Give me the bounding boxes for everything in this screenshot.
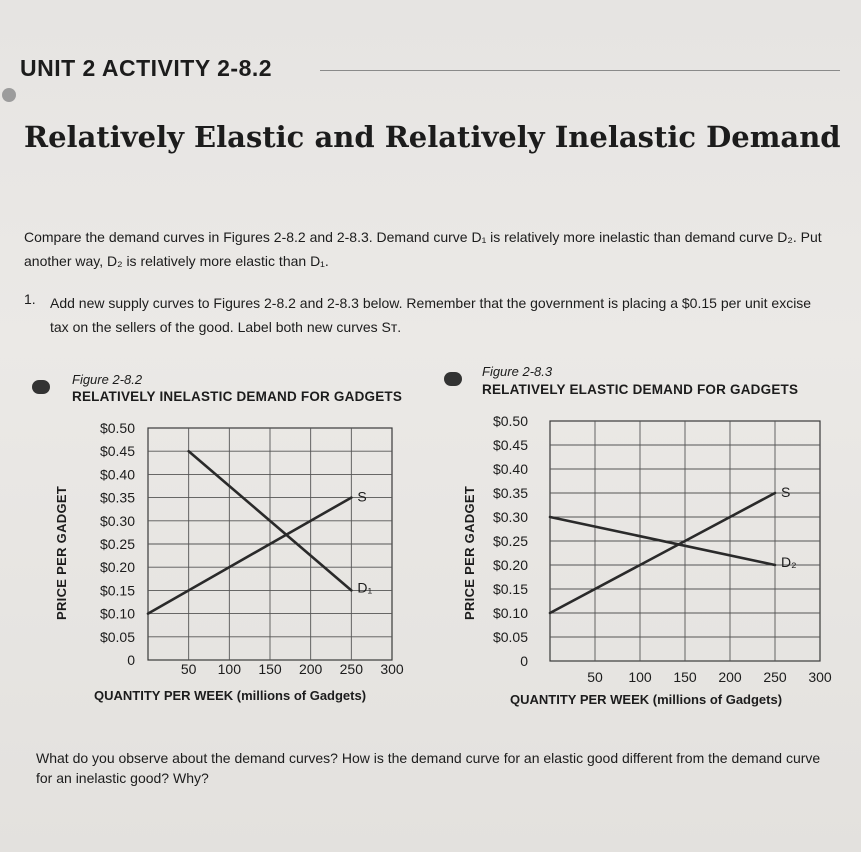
figure-2-title: RELATIVELY ELASTIC DEMAND FOR GADGETS: [482, 382, 799, 397]
figure-1-label: Figure 2-8.2: [72, 372, 143, 387]
y-tick-label: $0.35: [492, 485, 528, 501]
figure-2-x-axis-label: QUANTITY PER WEEK (millions of Gadgets): [510, 692, 783, 707]
y-tick-label: $0.50: [492, 413, 528, 429]
y-tick-label: $0.15: [492, 581, 528, 597]
x-tick-label: 250: [339, 661, 364, 677]
y-tick-label: $0.30: [99, 512, 135, 529]
y-tick-label: $0.50: [99, 420, 135, 436]
curve-label-d2: D₂: [781, 554, 797, 570]
y-tick-label: $0.20: [99, 559, 135, 576]
x-tick-label: 250: [763, 669, 787, 685]
x-tick-label: 50: [180, 661, 197, 677]
y-tick-label: $0.45: [99, 443, 135, 460]
y-tick-label: $0.05: [99, 628, 135, 645]
question-2-text: What do you observe about the demand curves? How is the demand curve for an elastic good different from the demand curve for an inelastic good? Why?: [36, 750, 821, 786]
curve-label-s: S: [781, 484, 791, 500]
figure-bullet-icon: [444, 372, 462, 386]
figure-1-x-axis-label: QUANTITY PER WEEK (millions of Gadgets): [94, 688, 367, 703]
y-tick-label: $0.10: [492, 605, 528, 621]
unit-heading: UNIT 2 ACTIVITY 2-8.2: [20, 55, 273, 81]
y-tick-label: $0.40: [492, 461, 528, 477]
figure-1-title: RELATIVELY INELASTIC DEMAND FOR GADGETS: [72, 389, 403, 404]
curve-label-d1: D₁: [357, 579, 373, 596]
figure-2-label: Figure 2-8.3: [482, 364, 553, 379]
x-tick-label: 300: [380, 661, 404, 677]
x-tick-label: 50: [587, 669, 603, 685]
intro-paragraph: Compare the demand curves in Figures 2-8.2 and 2-8.3. Demand curve D₁ is relatively more inelastic than demand curve D₂. Put another way, D₂ is relatively more elastic than D₁.: [24, 229, 822, 269]
y-tick-label: $0.10: [99, 605, 135, 622]
y-tick-label: $0.25: [492, 533, 528, 549]
x-tick-label: 200: [718, 669, 742, 685]
y-tick-label: $0.35: [99, 489, 135, 506]
y-tick-label: $0.45: [492, 437, 528, 453]
y-tick-label: $0.05: [492, 629, 528, 645]
y-tick-label: $0.15: [99, 582, 135, 599]
x-tick-label: 150: [673, 669, 697, 685]
x-tick-label: 150: [258, 661, 282, 677]
page-title: Relatively Elastic and Relatively Inelastic Demand: [24, 120, 841, 154]
question-1-number: 1.: [24, 291, 36, 307]
x-tick-label: 300: [808, 669, 832, 685]
x-tick-label: 200: [298, 661, 323, 677]
y-tick-label: 0: [520, 653, 528, 669]
y-tick-label: $0.20: [492, 557, 528, 573]
question-1-text: Add new supply curves to Figures 2-8.2 and 2-8.3 below. Remember that the government is placing a $0.15 per unit excise tax on the sellers of the good. Label both new curves Sᴛ.: [50, 295, 812, 335]
x-tick-label: 100: [628, 669, 652, 685]
x-tick-label: 100: [217, 661, 242, 677]
figure-2-y-axis-label: PRICE PER GADGET: [462, 485, 477, 620]
y-tick-label: $0.30: [492, 509, 528, 525]
curve-s: [550, 493, 775, 613]
figure-1-y-axis-label: PRICE PER GADGET: [54, 485, 69, 620]
curve-label-s: S: [357, 488, 367, 505]
y-tick-label: $0.40: [99, 466, 135, 483]
y-tick-label: 0: [127, 652, 135, 668]
curve-s: [148, 498, 351, 614]
y-tick-label: $0.25: [99, 536, 135, 552]
